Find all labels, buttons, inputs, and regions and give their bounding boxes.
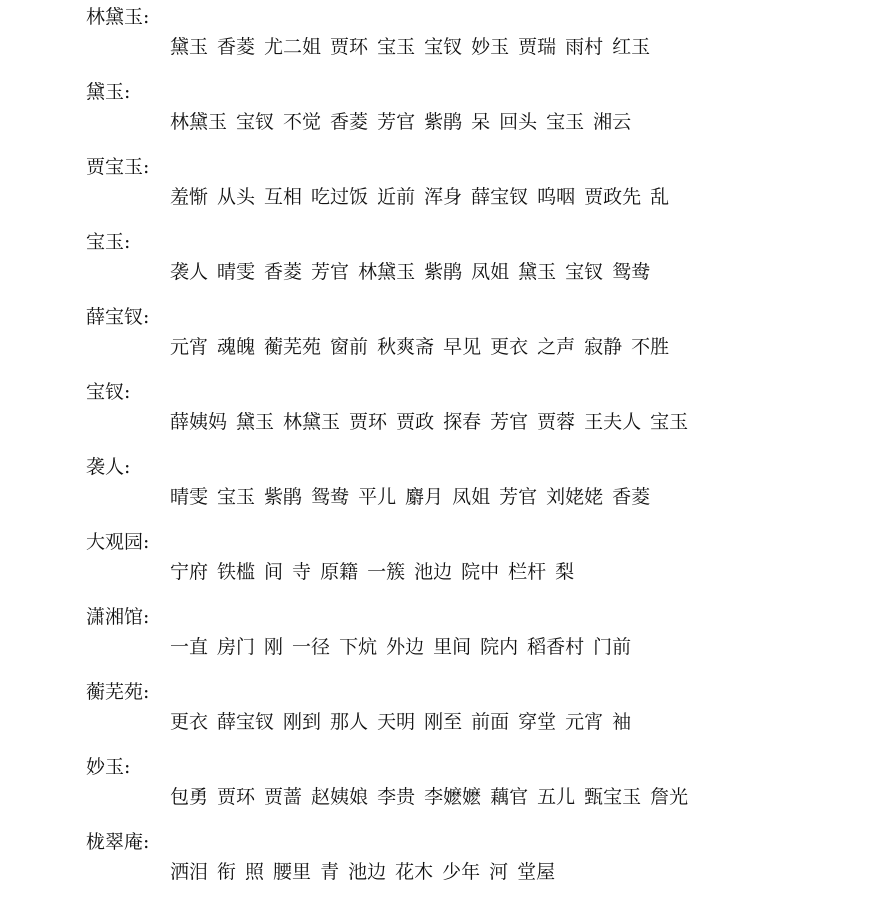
similar-word: 尤二姐 xyxy=(264,36,322,58)
similar-word: 宝钗 xyxy=(565,261,604,283)
similar-word: 河 xyxy=(489,861,509,883)
entry-word-list xyxy=(170,557,583,587)
entry-word-list xyxy=(170,707,640,737)
similar-word: 宝钗 xyxy=(236,111,275,133)
similar-word: 少年 xyxy=(442,861,481,883)
similar-word: 贾政 xyxy=(396,411,435,433)
similar-word: 不觉 xyxy=(283,111,322,133)
entry-word-list xyxy=(170,107,640,137)
similar-word: 寂静 xyxy=(584,336,623,358)
similar-word: 互相 xyxy=(264,186,303,208)
entry-word-list xyxy=(170,407,697,437)
similar-word: 贾蓉 xyxy=(537,411,576,433)
similar-word: 秋爽斋 xyxy=(377,336,435,358)
similar-word: 红玉 xyxy=(612,36,651,58)
similar-word: 平儿 xyxy=(358,486,397,508)
similar-word: 黛玉 xyxy=(236,411,275,433)
similar-word: 贾环 xyxy=(330,36,369,58)
similar-word: 凤姐 xyxy=(471,261,510,283)
similar-word: 一簇 xyxy=(367,561,406,583)
entry-term: 宝玉: xyxy=(86,231,131,253)
similar-word: 袖 xyxy=(612,711,632,733)
similar-word: 赵姨娘 xyxy=(311,786,369,808)
similar-word: 间 xyxy=(264,561,284,583)
similar-word: 里间 xyxy=(433,636,472,658)
similar-word: 更衣 xyxy=(170,711,209,733)
similar-word: 刚到 xyxy=(283,711,322,733)
similar-word: 青 xyxy=(320,861,340,883)
similar-word: 从头 xyxy=(217,186,256,208)
similar-word: 李嬷嬷 xyxy=(424,786,482,808)
similar-word: 甄宝玉 xyxy=(584,786,642,808)
similar-word: 天明 xyxy=(377,711,416,733)
entry-block xyxy=(0,4,885,79)
entry-block xyxy=(0,679,885,754)
similar-word: 魂魄 xyxy=(217,336,256,358)
similar-word: 刘姥姥 xyxy=(546,486,604,508)
similar-word: 香菱 xyxy=(264,261,303,283)
similar-word: 栏杆 xyxy=(508,561,547,583)
entry-block xyxy=(0,79,885,154)
similar-word: 下炕 xyxy=(339,636,378,658)
similar-word: 林黛玉 xyxy=(283,411,341,433)
similar-word: 鸳鸯 xyxy=(612,261,651,283)
similar-word: 贾政先 xyxy=(584,186,642,208)
similar-word: 詹光 xyxy=(650,786,689,808)
similar-word: 外边 xyxy=(386,636,425,658)
entry-word-list xyxy=(170,482,659,512)
similar-word: 晴雯 xyxy=(170,486,209,508)
similar-word: 呜咽 xyxy=(537,186,576,208)
similar-word: 池边 xyxy=(414,561,453,583)
entry-block xyxy=(0,379,885,454)
similar-word: 铁槛 xyxy=(217,561,256,583)
entry-block xyxy=(0,304,885,379)
entry-word-list xyxy=(170,782,697,812)
entry-word-list xyxy=(170,32,659,62)
similar-word: 院内 xyxy=(480,636,519,658)
similar-word: 刚至 xyxy=(424,711,463,733)
similar-word: 贾瑞 xyxy=(518,36,557,58)
similar-word: 不胜 xyxy=(631,336,670,358)
similar-word: 林黛玉 xyxy=(170,111,228,133)
similar-word: 穿堂 xyxy=(518,711,557,733)
similar-word: 芳官 xyxy=(490,411,529,433)
similar-word: 宝玉 xyxy=(377,36,416,58)
similar-word: 腰里 xyxy=(273,861,312,883)
similar-word: 前面 xyxy=(471,711,510,733)
entry-block xyxy=(0,454,885,529)
similar-word: 浑身 xyxy=(424,186,463,208)
similar-word: 乱 xyxy=(650,186,670,208)
entry-block xyxy=(0,154,885,229)
similar-word: 洒泪 xyxy=(170,861,209,883)
similar-word: 照 xyxy=(245,861,265,883)
similar-word: 香菱 xyxy=(217,36,256,58)
entry-word-list xyxy=(170,182,678,212)
entry-term: 袭人: xyxy=(86,456,131,478)
similar-word: 薛宝钗 xyxy=(217,711,275,733)
similar-word: 梨 xyxy=(555,561,575,583)
similar-word: 林黛玉 xyxy=(358,261,416,283)
similar-word: 房门 xyxy=(217,636,256,658)
similar-word: 雨村 xyxy=(565,36,604,58)
similar-word: 王夫人 xyxy=(584,411,642,433)
similar-word: 湘云 xyxy=(593,111,632,133)
similar-word: 紫鹃 xyxy=(264,486,303,508)
entry-term: 黛玉: xyxy=(86,81,131,103)
similar-word: 宝玉 xyxy=(650,411,689,433)
similar-word: 探春 xyxy=(443,411,482,433)
similar-word: 更衣 xyxy=(490,336,529,358)
entry-term: 贾宝玉: xyxy=(86,156,150,178)
similar-word: 芳官 xyxy=(499,486,538,508)
similar-word: 麝月 xyxy=(405,486,444,508)
entry-word-list xyxy=(170,257,659,287)
similar-word: 寺 xyxy=(292,561,312,583)
similar-word: 宝玉 xyxy=(217,486,256,508)
similar-word: 近前 xyxy=(377,186,416,208)
entry-term: 蘅芜苑: xyxy=(86,681,150,703)
similar-word: 元宵 xyxy=(170,336,209,358)
similar-word: 贾蔷 xyxy=(264,786,303,808)
entry-term: 栊翠庵: xyxy=(86,831,150,853)
similar-word: 贾环 xyxy=(217,786,256,808)
similar-word: 刚 xyxy=(264,636,284,658)
similar-word: 花木 xyxy=(395,861,434,883)
entry-term: 大观园: xyxy=(86,531,150,553)
similar-word: 元宵 xyxy=(565,711,604,733)
entry-block xyxy=(0,829,885,904)
similar-word: 贾环 xyxy=(349,411,388,433)
similar-word: 黛玉 xyxy=(170,36,209,58)
similar-word: 呆 xyxy=(471,111,491,133)
similar-word: 包勇 xyxy=(170,786,209,808)
similar-word: 芳官 xyxy=(377,111,416,133)
similar-word: 黛玉 xyxy=(518,261,557,283)
similar-word: 早见 xyxy=(443,336,482,358)
entry-term: 薛宝钗: xyxy=(86,306,150,328)
similar-word: 芳官 xyxy=(311,261,350,283)
similar-word: 宁府 xyxy=(170,561,209,583)
similar-word: 稻香村 xyxy=(527,636,585,658)
similar-word: 五儿 xyxy=(537,786,576,808)
similar-word: 院中 xyxy=(461,561,500,583)
similar-word: 鸳鸯 xyxy=(311,486,350,508)
similar-word: 香菱 xyxy=(612,486,651,508)
similar-word: 宝钗 xyxy=(424,36,463,58)
entry-block xyxy=(0,604,885,679)
entry-term: 宝钗: xyxy=(86,381,131,403)
similar-word: 池边 xyxy=(348,861,387,883)
entry-block xyxy=(0,754,885,829)
similar-word: 晴雯 xyxy=(217,261,256,283)
similar-word: 蘅芜苑 xyxy=(264,336,322,358)
similar-word: 宝玉 xyxy=(546,111,585,133)
similar-word: 羞惭 xyxy=(170,186,209,208)
entry-word-list xyxy=(170,857,564,887)
similar-word: 堂屋 xyxy=(517,861,556,883)
similar-word: 衔 xyxy=(217,861,237,883)
similar-word: 袭人 xyxy=(170,261,209,283)
similar-word: 薛宝钗 xyxy=(471,186,529,208)
similar-word: 凤姐 xyxy=(452,486,491,508)
similar-word: 门前 xyxy=(593,636,632,658)
similar-word: 窗前 xyxy=(330,336,369,358)
entry-word-list xyxy=(170,332,678,362)
entry-block xyxy=(0,229,885,304)
similar-word: 那人 xyxy=(330,711,369,733)
entry-block xyxy=(0,529,885,604)
similar-word: 回头 xyxy=(499,111,538,133)
similar-word: 香菱 xyxy=(330,111,369,133)
entry-term: 林黛玉: xyxy=(86,6,150,28)
similar-word: 原籍 xyxy=(320,561,359,583)
similar-word: 薛姨妈 xyxy=(170,411,228,433)
similar-word: 藕官 xyxy=(490,786,529,808)
entry-term: 潇湘馆: xyxy=(86,606,150,628)
similar-word: 紫鹃 xyxy=(424,111,463,133)
similar-word: 紫鹃 xyxy=(424,261,463,283)
similar-word: 之声 xyxy=(537,336,576,358)
similar-word: 妙玉 xyxy=(471,36,510,58)
entry-term: 妙玉: xyxy=(86,756,131,778)
entry-word-list xyxy=(170,632,640,662)
similar-word: 一直 xyxy=(170,636,209,658)
similar-word: 一径 xyxy=(292,636,331,658)
similar-word: 吃过饭 xyxy=(311,186,369,208)
similar-word: 李贵 xyxy=(377,786,416,808)
